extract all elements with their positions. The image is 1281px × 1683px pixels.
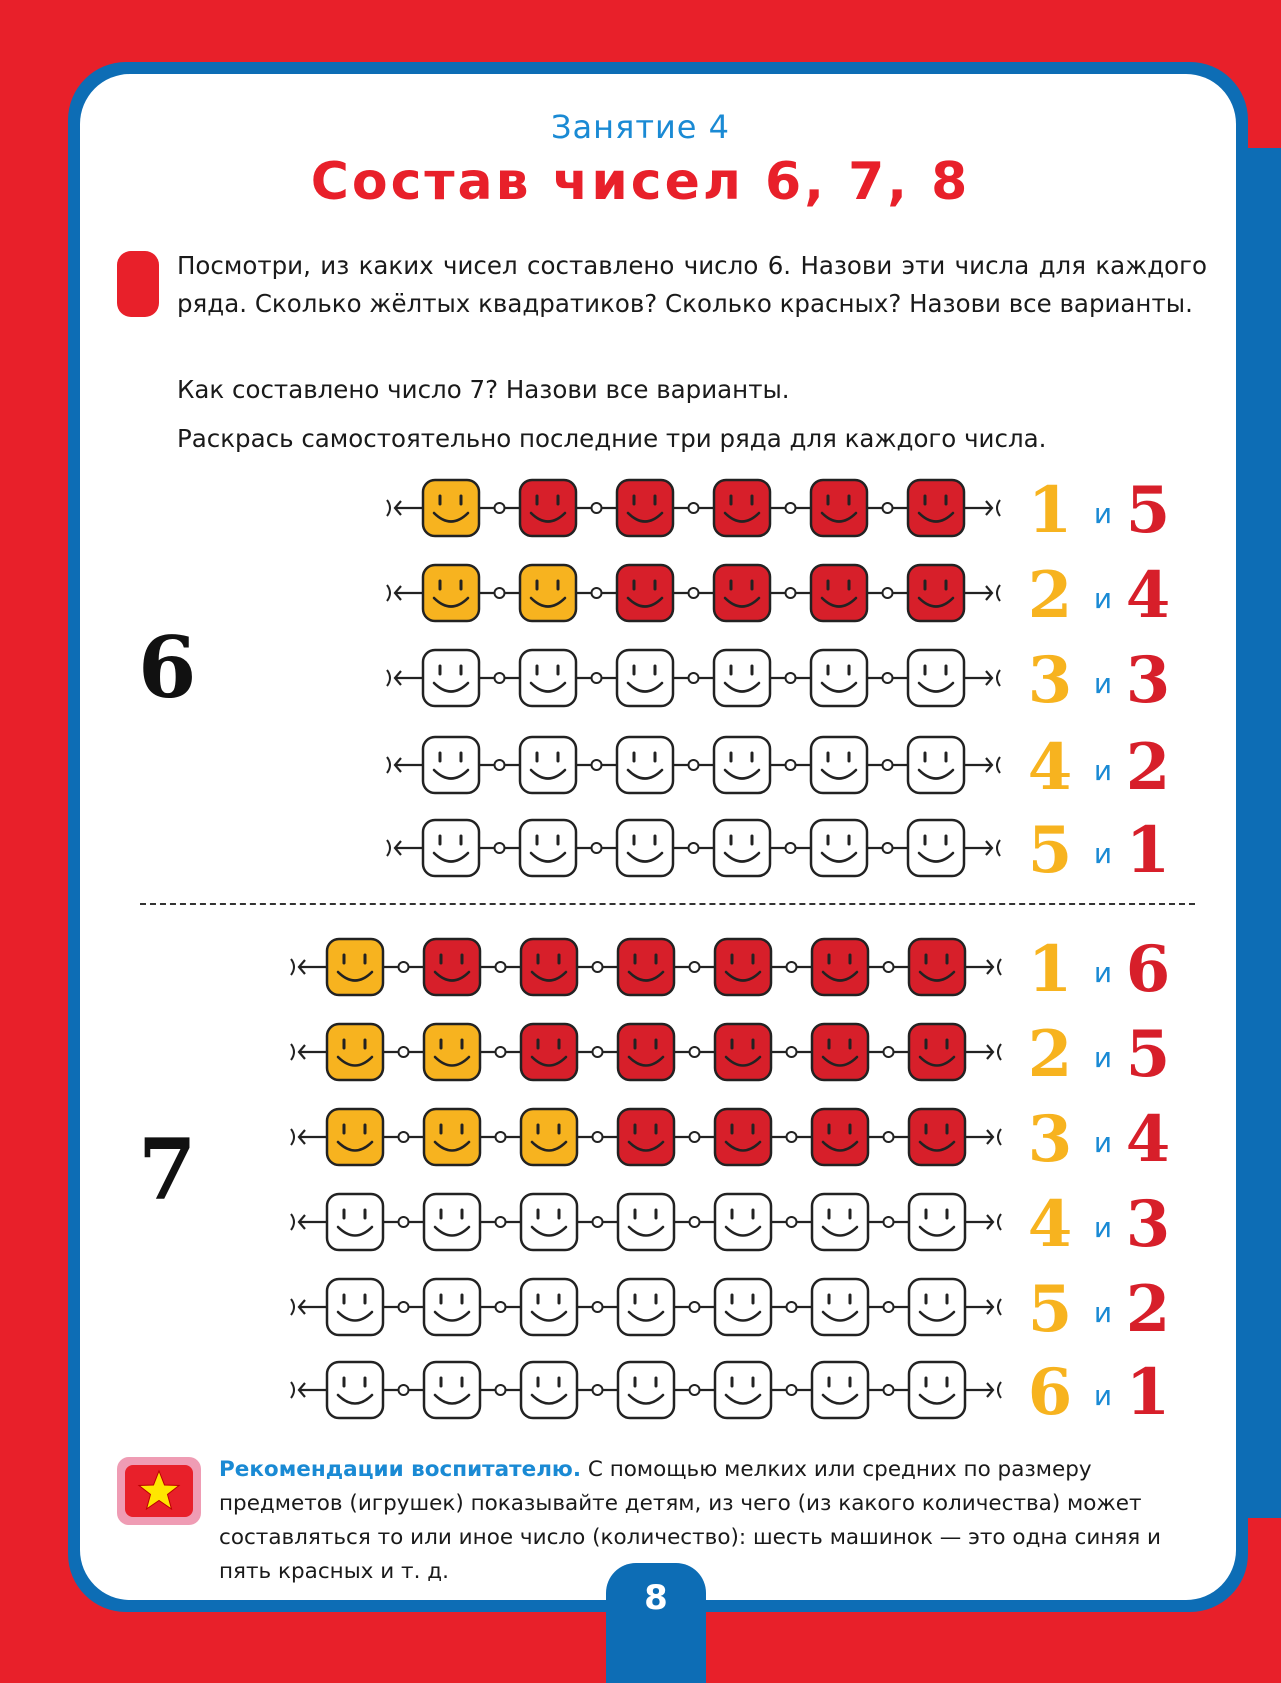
smiley-square-icon [618,1024,674,1080]
conjunction-label: и [1093,956,1113,989]
group-number-6: 6 [138,618,197,717]
smiley-square-icon [617,820,673,876]
smiley-square-icon [812,1024,868,1080]
lesson-label: Занятие 4 [551,108,730,146]
smiley-square-icon [617,650,673,706]
smiley-square-icon [812,1362,868,1418]
smiley-square-icon [909,939,965,995]
smiley-square-icon [521,1279,577,1335]
smiley-square-icon [521,939,577,995]
smiley-square-icon [909,1024,965,1080]
square-row [387,473,1170,548]
square-row [387,643,1170,718]
smiley-square-icon [811,737,867,793]
smiley-square-icon [618,939,674,995]
smiley-square-icon [520,480,576,536]
recommendation-body: С помощью мелких или средних по размеру предметов (игрушек) показывайте детям, из чего (из какого количества) может составляться то или иное число (количество): шесть машинок — это одна синяя и пять красных и т. д. [219,1457,1162,1584]
smiley-square-icon [424,939,480,995]
task-paragraph-2: Как составлено число 7? Назови все варианты. [177,375,790,404]
smiley-square-icon [617,480,673,536]
smiley-square-icon [908,480,964,536]
smiley-square-icon [714,565,770,621]
smiley-square-icon [520,650,576,706]
smiley-square-icon [423,480,479,536]
task-paragraph-1: Посмотри, из каких чисел составлено число 6. Назови эти числа для каждого ряда. Сколько жёлтых квадратиков? Сколько красных? Назови все варианты. [177,251,1207,318]
smiley-square-icon [423,737,479,793]
smiley-square-icon [423,565,479,621]
smiley-square-icon [424,1024,480,1080]
task-paragraph-3: Раскрась самостоятельно последние три ряда для каждого числа. [177,424,1047,453]
smiley-square-icon [424,1194,480,1250]
smiley-square-icon [327,939,383,995]
smiley-square-icon [908,650,964,706]
smiley-square-icon [715,1279,771,1335]
star-icon [125,1465,193,1517]
conjunction-label: и [1093,582,1113,615]
left-number: 5 [1027,813,1073,888]
conjunction-label: и [1093,1211,1113,1244]
page-number: 8 [644,1578,668,1618]
right-number: 4 [1125,1102,1171,1177]
square-row [291,1187,1170,1262]
square-row [291,1355,1170,1430]
square-row [387,558,1170,633]
conjunction-label: и [1093,1126,1113,1159]
smiley-square-icon [812,1279,868,1335]
square-row [291,932,1170,1007]
conjunction-label: и [1093,1296,1113,1329]
conjunction-label: и [1093,1041,1113,1074]
smiley-square-icon [811,650,867,706]
smiley-square-icon [424,1279,480,1335]
left-number: 3 [1027,1102,1073,1177]
smiley-square-icon [812,1194,868,1250]
right-number: 3 [1125,1187,1171,1262]
smiley-square-icon [715,1194,771,1250]
smiley-square-icon [908,737,964,793]
recommendation-text [219,1453,1209,1589]
smiley-square-icon [618,1194,674,1250]
right-number: 3 [1125,643,1171,718]
right-number: 2 [1125,1272,1171,1347]
conjunction-label: и [1093,497,1113,530]
smiley-square-icon [520,820,576,876]
right-number: 4 [1125,558,1171,633]
conjunction-label: и [1093,1379,1113,1412]
smiley-square-icon [618,1362,674,1418]
smiley-square-icon [715,939,771,995]
smiley-square-icon [520,565,576,621]
smiley-square-icon [327,1109,383,1165]
right-number: 5 [1125,473,1171,548]
left-number: 2 [1027,1017,1073,1092]
smiley-square-icon [909,1109,965,1165]
page-title: Состав чисел 6, 7, 8 [310,152,971,212]
smiley-square-icon [811,480,867,536]
smiley-square-icon [909,1279,965,1335]
right-number: 1 [1125,1355,1171,1430]
smiley-square-icon [908,820,964,876]
smiley-square-icon [714,480,770,536]
right-number: 5 [1125,1017,1171,1092]
left-number: 2 [1027,558,1073,633]
right-number: 2 [1125,730,1171,805]
smiley-square-icon [618,1109,674,1165]
smiley-square-icon [812,1109,868,1165]
smiley-square-icon [714,737,770,793]
smiley-square-icon [520,737,576,793]
smiley-square-icon [715,1109,771,1165]
conjunction-label: и [1093,667,1113,700]
left-number: 6 [1027,1355,1073,1430]
smiley-square-icon [618,1279,674,1335]
smiley-square-icon [327,1279,383,1335]
left-number: 5 [1027,1272,1073,1347]
smiley-square-icon [327,1024,383,1080]
smiley-square-icon [423,820,479,876]
smiley-square-icon [327,1194,383,1250]
smiley-square-icon [327,1362,383,1418]
smiley-square-icon [521,1194,577,1250]
smiley-square-icon [908,565,964,621]
left-number: 4 [1027,1187,1073,1262]
right-number: 1 [1125,813,1171,888]
smiley-square-icon [909,1194,965,1250]
left-number: 1 [1027,932,1073,1007]
smiley-square-icon [811,565,867,621]
smiley-square-icon [714,820,770,876]
smiley-square-icon [812,939,868,995]
smiley-square-icon [423,650,479,706]
smiley-square-icon [617,737,673,793]
square-row [291,1272,1170,1347]
smiley-square-icon [811,820,867,876]
left-number: 3 [1027,643,1073,718]
smiley-square-icon [521,1109,577,1165]
smiley-square-icon [521,1024,577,1080]
group-number-7: 7 [138,1120,197,1219]
recommendation-badge [117,1457,201,1525]
conjunction-label: и [1093,754,1113,787]
conjunction-label: и [1093,837,1113,870]
recommendation-heading: Рекомендации воспитателю. [219,1457,582,1482]
square-row [291,1102,1170,1177]
square-row [387,813,1170,888]
left-number: 1 [1027,473,1073,548]
smiley-square-icon [424,1109,480,1165]
smiley-square-icon [714,650,770,706]
smiley-square-icon [909,1362,965,1418]
right-number: 6 [1125,932,1171,1007]
left-number: 4 [1027,730,1073,805]
square-row [291,1017,1170,1092]
smiley-square-icon [715,1362,771,1418]
square-row [387,730,1170,805]
smiley-square-icon [617,565,673,621]
smiley-square-icon [424,1362,480,1418]
smiley-square-icon [715,1024,771,1080]
smiley-square-icon [521,1362,577,1418]
